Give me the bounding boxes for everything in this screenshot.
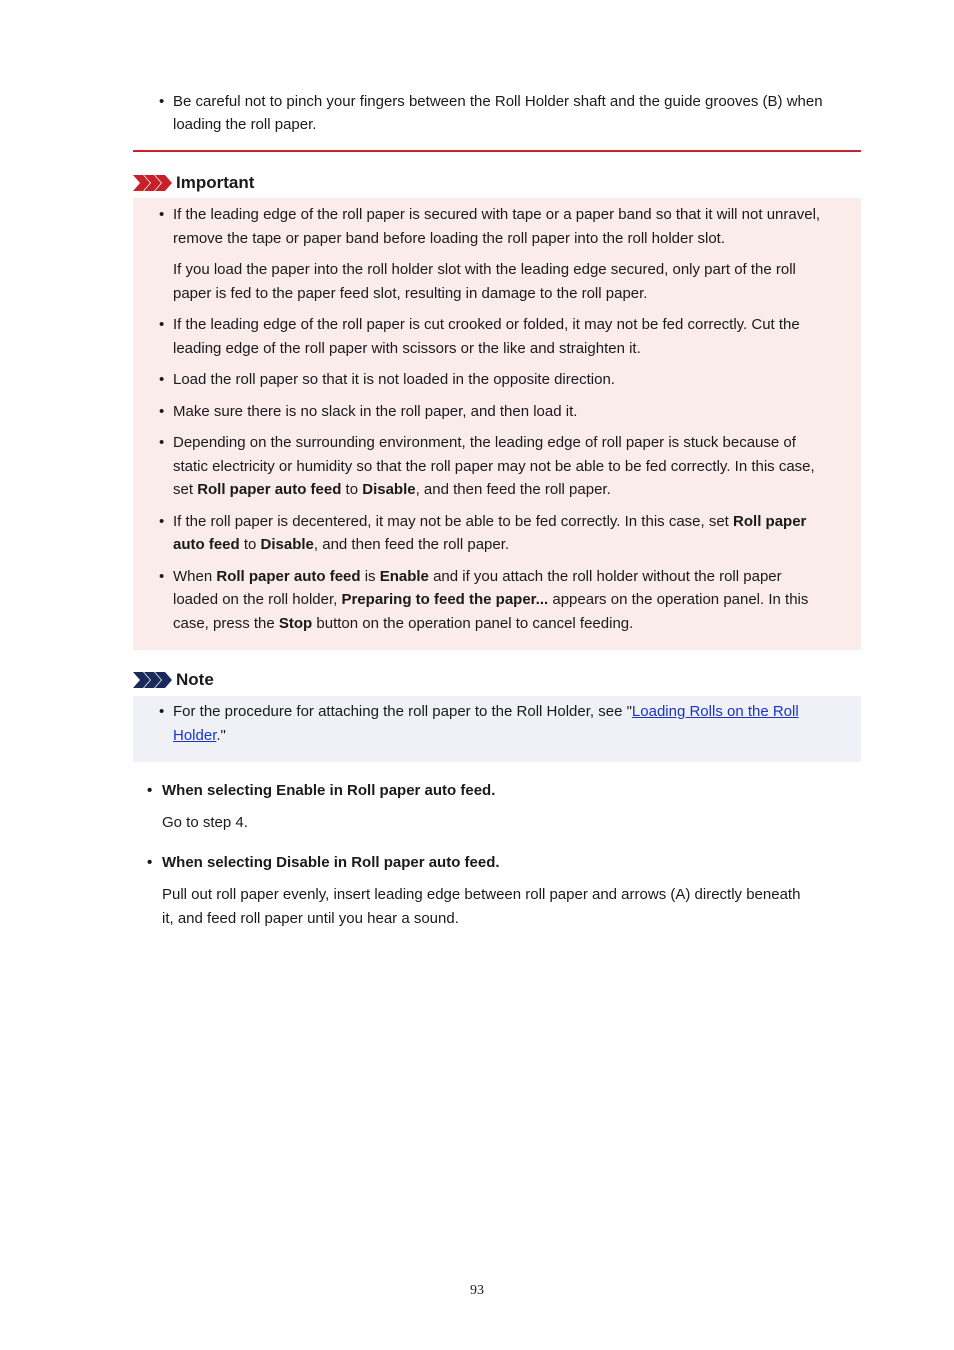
enable-step-heading: When selecting Enable in Roll paper auto feed. xyxy=(162,782,496,799)
disable-step-text: it, and feed roll paper until you hear a sound. xyxy=(162,910,459,927)
important-divider xyxy=(133,150,861,152)
setting-name: Roll paper xyxy=(733,513,807,530)
note-item-line xyxy=(173,702,799,722)
bullet-marker: • xyxy=(159,206,165,223)
note-heading: Note xyxy=(176,670,214,689)
important-item-line xyxy=(173,614,633,634)
text-run: When xyxy=(173,568,217,585)
bullet-marker: • xyxy=(147,782,153,799)
disable-step-heading: When selecting Disable in Roll paper auto feed. xyxy=(162,854,500,871)
important-heading: Important xyxy=(176,173,255,192)
setting-value: Disable xyxy=(362,481,416,498)
important-arrows-icon xyxy=(133,175,173,191)
bullet-marker: • xyxy=(159,93,165,110)
page-number: 93 xyxy=(470,1283,484,1298)
intro-text-line: loading the roll paper. xyxy=(173,116,317,133)
setting-name: Roll paper auto feed xyxy=(216,568,361,585)
important-item-line xyxy=(173,567,782,587)
important-item-line xyxy=(173,480,611,500)
text-run: to xyxy=(239,536,261,553)
loading-rolls-link[interactable]: Holder xyxy=(173,727,217,744)
text-run: ." xyxy=(216,727,226,744)
text-run: For the procedure for attaching the roll paper to the Roll Holder, see " xyxy=(173,703,632,720)
button-name: Stop xyxy=(278,615,313,632)
loading-rolls-link[interactable]: Loading Rolls on the Roll xyxy=(631,703,799,720)
bullet-marker: • xyxy=(159,434,165,451)
bullet-marker: • xyxy=(159,513,165,530)
text-run: , and then feed the roll paper. xyxy=(415,481,611,498)
important-item-line: static electricity or humidity so that the roll paper may not be able to be fed correctly. In this case, xyxy=(173,458,815,475)
important-item-line: If the leading edge of the roll paper is cut crooked or folded, it may not be fed correctly. Cut the xyxy=(173,316,800,333)
panel-message: Preparing to feed the paper... xyxy=(341,591,549,608)
important-item-line: remove the tape or paper band before loading the roll paper into the roll holder slot. xyxy=(173,230,726,247)
important-item-line: Load the roll paper so that it is not loaded in the opposite direction. xyxy=(173,371,615,388)
bullet-marker: • xyxy=(159,703,165,720)
text-run: is xyxy=(360,568,380,585)
important-item-line: Depending on the surrounding environment, the leading edge of roll paper is stuck because of xyxy=(173,434,796,451)
important-item-line: paper is fed to the paper feed slot, resulting in damage to the roll paper. xyxy=(173,285,648,302)
important-item-line: leading edge of the roll paper with scissors or the like and straighten it. xyxy=(173,340,641,357)
important-item-line xyxy=(173,535,509,555)
text-run: button on the operation panel to cancel feeding. xyxy=(312,615,634,632)
important-item-line xyxy=(173,590,808,610)
setting-value: Enable xyxy=(379,568,429,585)
bullet-marker: • xyxy=(159,568,165,585)
important-item-line: If the leading edge of the roll paper is secured with tape or a paper band so that it will not unravel, xyxy=(173,206,821,223)
setting-value: Disable xyxy=(260,536,314,553)
text-run: loaded on the roll holder, xyxy=(173,591,342,608)
text-run: , and then feed the roll paper. xyxy=(313,536,510,553)
important-item-line: If you load the paper into the roll holder slot with the leading edge secured, only part of the roll xyxy=(173,261,796,278)
important-item-line: Make sure there is no slack in the roll paper, and then load it. xyxy=(173,403,578,420)
bullet-marker: • xyxy=(159,371,165,388)
bullet-marker: • xyxy=(159,316,165,333)
text-run: If the roll paper is decentered, it may not be able to be fed correctly. In this case, set xyxy=(173,513,734,530)
setting-name: Roll paper auto feed xyxy=(197,481,342,498)
note-item-line xyxy=(173,726,226,746)
bullet-marker: • xyxy=(147,854,153,871)
important-item-line xyxy=(173,512,806,532)
text-run: to xyxy=(341,481,363,498)
text-run: set xyxy=(173,481,198,498)
text-run: and if you attach the roll holder without the roll paper xyxy=(428,568,782,585)
setting-name: auto feed xyxy=(173,536,240,553)
note-arrows-icon xyxy=(133,672,173,688)
enable-step-text: Go to step 4. xyxy=(162,814,248,831)
text-run: appears on the operation panel. In this xyxy=(548,591,809,608)
disable-step-text: Pull out roll paper evenly, insert leading edge between roll paper and arrows (A) directly beneath xyxy=(162,886,801,903)
text-run: case, press the xyxy=(173,615,279,632)
intro-text-line: Be careful not to pinch your fingers between the Roll Holder shaft and the guide grooves (B) when xyxy=(173,93,823,110)
bullet-marker: • xyxy=(159,403,165,420)
